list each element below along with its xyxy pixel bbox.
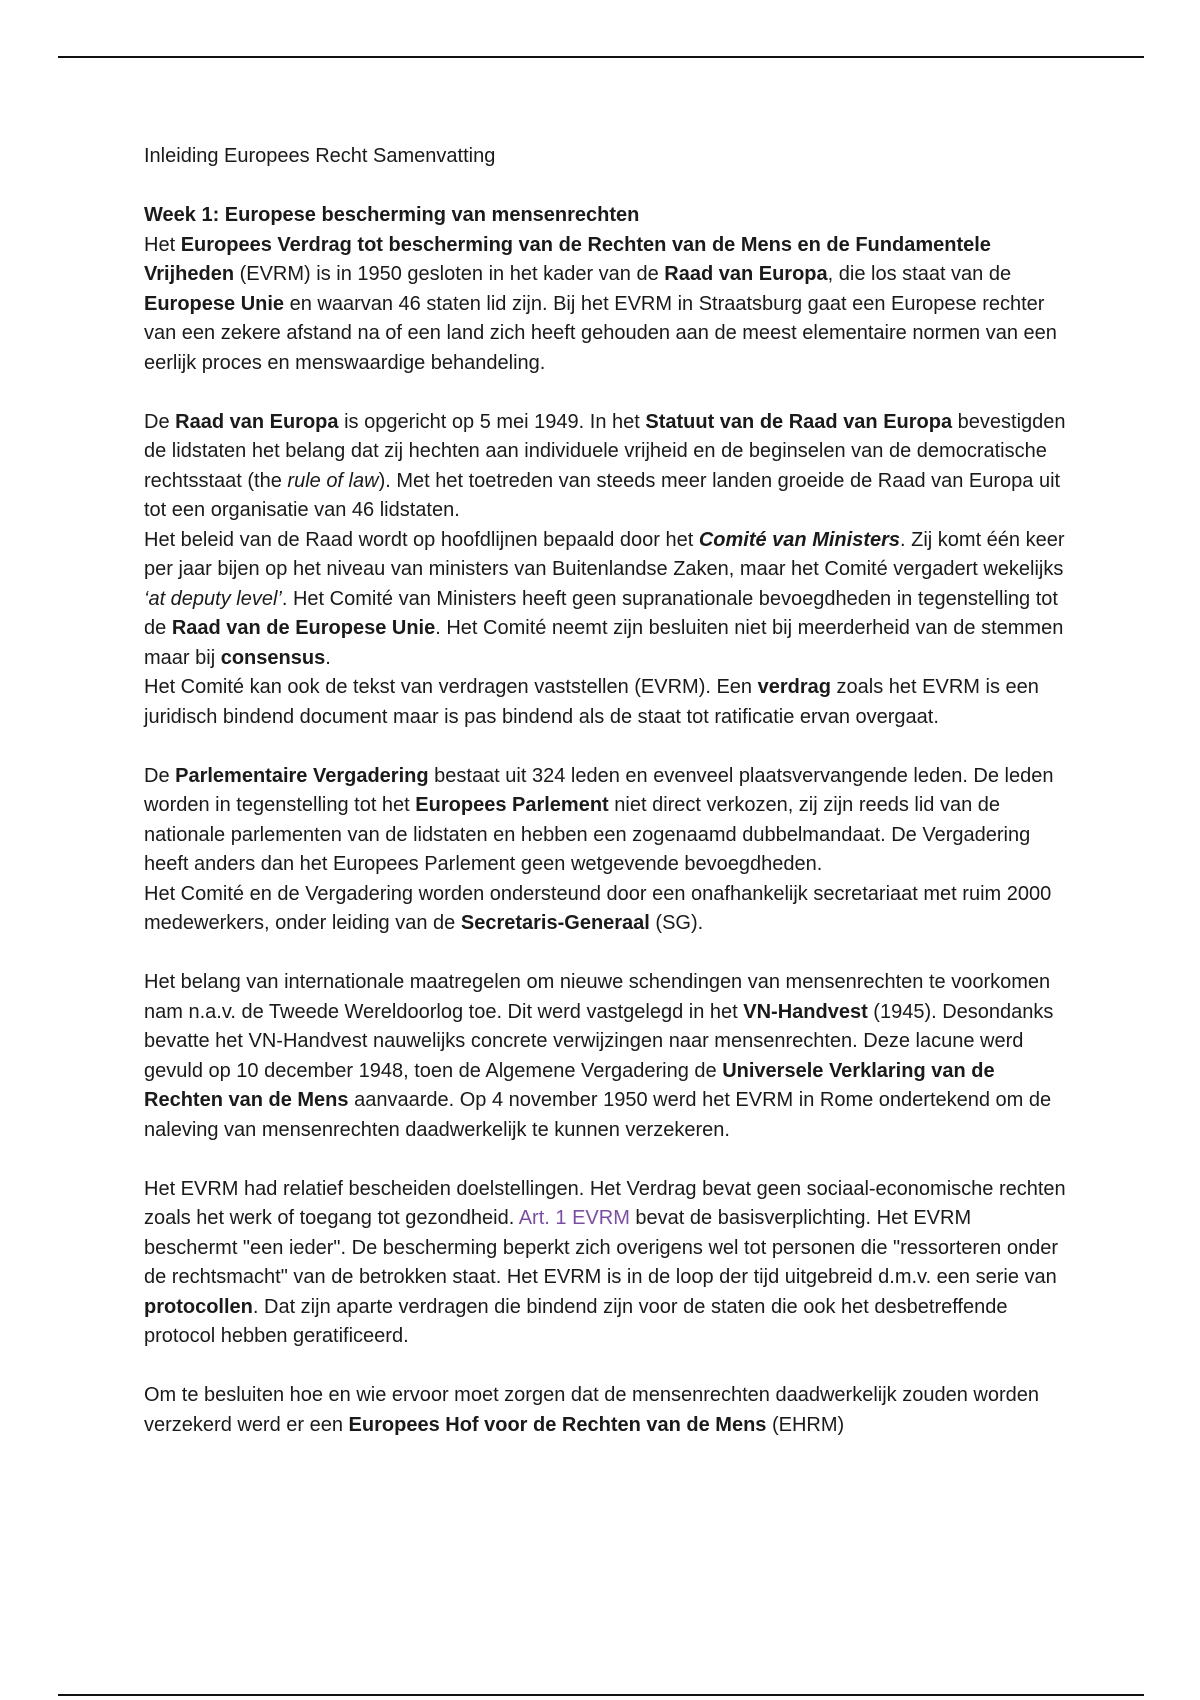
bold-term: VN-Handvest <box>743 1000 868 1023</box>
text-run: is opgericht op 5 mei 1949. In het <box>338 410 646 433</box>
bold-term: Raad van Europa <box>664 263 828 285</box>
text-run: ). Met het toetreden van steeds meer landen groeide de Raad van Europa uit tot een organisatie van 46 lidstaten. <box>144 469 1061 521</box>
bold-term: verdrag <box>757 676 831 698</box>
article-link[interactable]: Art. 1 EVRM <box>518 1207 630 1229</box>
text-run: Het Comité kan ook de tekst van verdragen vaststellen (EVRM). Een <box>144 676 758 698</box>
bold-term: Europees Hof voor de Rechten van de Mens <box>348 1413 767 1436</box>
italic-term: ‘at deputy level’ <box>144 587 282 610</box>
footer-rule <box>58 1694 1144 1696</box>
document-title: Inleiding Europees Recht Samenvatting <box>144 145 496 167</box>
text-run: De <box>144 764 176 787</box>
text-run: (SG). <box>649 912 704 934</box>
text-run: , die los staat van de <box>827 263 1012 285</box>
bold-term: Raad van de Europese Unie <box>171 617 436 639</box>
bold-term: Europese Unie <box>144 292 285 315</box>
text-run: en waarvan 46 staten lid zijn. Bij het EVRM in Straatsburg gaat een Europese rechter van een zekere afstand na of een land zich heeft gehouden aan de meest elementaire normen van een eerlijk proces en menswaardige behandeling. <box>144 292 1057 374</box>
document-body <box>144 142 1066 1440</box>
bold-term: Parlementaire Vergadering <box>175 764 429 787</box>
text-run: bevat de basisverplichting. Het EVRM beschermt "een ieder". De bescherming beperkt zich overigens wel tot personen die "ressorteren onder de rechtsmacht" van de betrokken staat. Het EVRM is in de loop der tijd uitgebreid d.m.v. een serie van <box>144 1207 1059 1288</box>
text-run: zoals het EVRM is een juridisch bindend document maar is pas bindend als de staat tot ratificatie ervan overgaat. <box>144 676 1039 728</box>
bold-term: Europees Verdrag tot bescherming van de Rechten van de Mens en de Fundamentele Vrijheden <box>144 233 991 285</box>
paragraph-comite-van-ministers <box>144 526 1066 674</box>
paragraph-internationale-maatregelen <box>144 968 1066 1145</box>
bold-term: Raad van Europa <box>175 410 339 433</box>
paragraph-raad-van-europa <box>144 408 1066 526</box>
bold-italic-term: Comité van Ministers <box>698 528 901 551</box>
bold-term: Universele Verklaring van de Rechten van de Mens <box>144 1059 995 1111</box>
bold-term: Statuut van de Raad van Europa <box>645 410 953 433</box>
paragraph-evrm-doelstellingen <box>144 1175 1066 1352</box>
text-run: (EVRM) is in 1950 gesloten in het kader van de <box>234 263 665 285</box>
bold-term: Secretaris-Generaal <box>460 912 650 934</box>
text-run: Het Comité en de Vergadering worden ondersteund door een onafhankelijk secretariaat met ruim 2000 medewerkers, onder leiding van de <box>144 882 1052 934</box>
text-run: . Dat zijn aparte verdragen die bindend zijn voor de staten die ook het desbetreffende protocol hebben geratificeerd. <box>144 1295 1008 1347</box>
text-run: . <box>325 646 331 669</box>
paragraph-parlementaire-vergadering <box>144 762 1066 880</box>
bold-term: consensus <box>220 646 326 669</box>
text-run: . Het Comité van Ministers heeft geen supranationale bevoegdheden in tegenstelling tot de <box>144 587 1058 639</box>
header-rule <box>58 56 1144 58</box>
paragraph-ehrm <box>144 1381 1066 1440</box>
paragraph-evrm-intro <box>144 231 1066 379</box>
italic-term: rule of law <box>287 469 379 492</box>
text-run: . Zij komt één keer per jaar bijen op het niveau van ministers van Buitenlandse Zaken, maar het Comité vergadert wekelijks <box>144 528 1065 580</box>
text-run: . Het Comité neemt zijn besluiten niet bij meerderheid van de stemmen maar bij <box>144 617 1064 669</box>
text-run: aanvaarde. Op 4 november 1950 werd het EVRM in Rome ondertekend om de naleving van mensenrechten daadwerkelijk te kunnen verzekeren. <box>144 1089 1052 1141</box>
text-run: Het beleid van de Raad wordt op hoofdlijnen bepaald door het <box>144 528 699 551</box>
text-run: Het belang van internationale maatregelen om nieuwe schendingen van mensenrechten te voorkomen nam n.a.v. de Tweede Wereldoorlog toe. Dit werd vastgelegd in het <box>144 971 1051 1023</box>
text-run: Het EVRM had relatief bescheiden doelstellingen. Het Verdrag bevat geen sociaal-economische rechten zoals het werk of toegang tot gezondheid. <box>144 1177 1066 1229</box>
text-run: Om te besluiten hoe en wie ervoor moet zorgen dat de mensenrechten daadwerkelijk zouden worden verzekerd werd er een <box>144 1384 1039 1436</box>
bold-term: protocollen <box>144 1295 253 1318</box>
text-run: bevestigden de lidstaten het belang dat zij hechten aan individuele vrijheid en de beginselen van de democratische rechtsstaat (the <box>144 410 1066 492</box>
week-heading: Week 1: Europese bescherming van mensenrechten <box>144 204 640 226</box>
bold-term: Europees Parlement <box>415 794 609 816</box>
text-run: Het <box>144 233 181 256</box>
text-run: (EHRM) <box>766 1413 845 1436</box>
text-run: niet direct verkozen, zij zijn reeds lid van de nationale parlementen van de lidstaten en hebben een zogenaamd dubbelmandaat. De Vergadering heeft anders dan het Europees Parlement geen wetgevende bevoegdheden. <box>144 794 1031 875</box>
text-run: (1945). Desondanks bevatte het VN-Handvest nauwelijks concrete verwijzingen naar mensenrechten. Deze lacune werd gevuld op 10 december 1948, toen de Algemene Vergadering de <box>144 1000 1054 1082</box>
paragraph-verdragen <box>144 673 1066 732</box>
text-run: De <box>144 410 176 433</box>
text-run: bestaat uit 324 leden en evenveel plaatsvervangende leden. De leden worden in tegenstelling tot het <box>144 764 1054 816</box>
paragraph-secretariaat <box>144 880 1066 939</box>
